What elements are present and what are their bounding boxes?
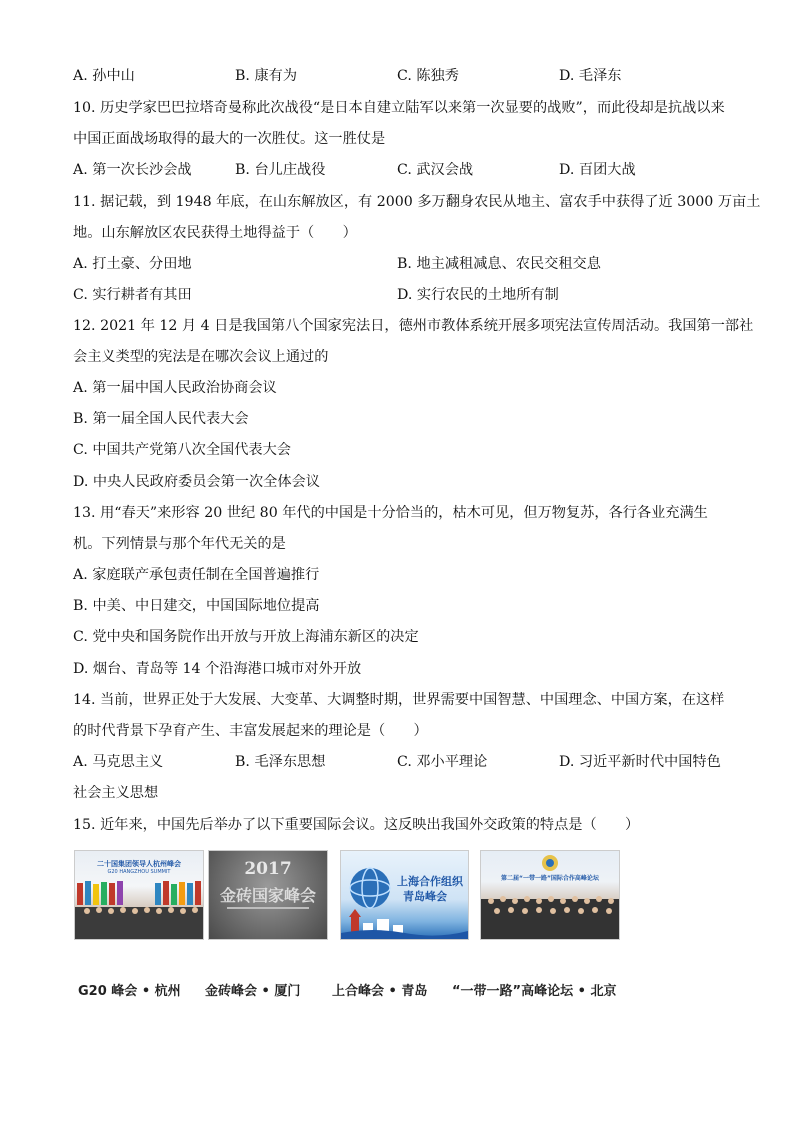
sco-poster-title1: 上海合作组织	[397, 875, 463, 888]
q14-stem-line1: 14. 当前，世界正处于大发展、大变革、大调整时期，世界需要中国智慧、中国理念、中国方案，在这样	[73, 692, 725, 708]
q12-stem-line1: 12. 2021 年 12 月 4 日是我国第八个国家宪法日，德州市教体系统开展多项宪法宣传周活动。我国第一部社	[73, 318, 754, 334]
caption-belt-road: “一带一路”高峰论坛 • 北京	[452, 984, 617, 999]
q13-stem-line1: 13. 用“春天”来形容 20 世纪 80 年代的中国是十分恰当的，枯木可见，但万物复苏，各行各业充满生	[73, 505, 708, 521]
q10-option-b: B. 台儿庄战役	[235, 162, 326, 178]
q9-option-a: A. 孙中山	[73, 68, 135, 84]
sco-summit-poster	[340, 850, 469, 940]
q12-option-d: D. 中央人民政府委员会第一次全体会议	[73, 474, 320, 490]
leaders-group-graphic	[481, 885, 619, 939]
q9-option-c: C. 陈独秀	[397, 68, 459, 84]
q13-option-b: B. 中美、中日建交，中国国际地位提高	[73, 598, 320, 614]
q14-option-a: A. 马克思主义	[73, 754, 164, 770]
q11-option-c: C. 实行耕者有其田	[73, 287, 192, 303]
q10-stem-line2: 中国正面战场取得的最大的一次胜仗。这一胜仗是	[73, 131, 386, 147]
q9-option-b: B. 康有为	[235, 68, 298, 84]
q12-option-a: A. 第一届中国人民政治协商会议	[73, 380, 277, 396]
caption-sco: 上合峰会 • 青岛	[332, 984, 428, 999]
q14-option-d: D. 习近平新时代中国特色	[559, 754, 721, 770]
q11-stem-line1: 11. 据记载，到 1948 年底，在山东解放区，有 2000 多万翻身农民从地主、富农手中获得了近 3000 万亩土	[73, 194, 761, 210]
forum-emblem-icon	[540, 853, 560, 873]
q13-option-d: D. 烟台、青岛等 14 个沿海港口城市对外开放	[73, 661, 362, 677]
brics-summit-photo	[208, 850, 328, 940]
g20-summit-photo	[74, 850, 204, 940]
flags-and-leaders-graphic	[75, 879, 203, 939]
caption-brics: 金砖峰会 • 厦门	[205, 984, 301, 999]
q14-stem-line2: 的时代背景下孕育产生、丰富发展起来的理论是（ ）	[73, 723, 428, 739]
q13-option-a: A. 家庭联产承包责任制在全国普遍推行	[73, 567, 320, 583]
q11-option-a: A. 打土豪、分田地	[73, 256, 192, 272]
sco-poster-title2: 青岛峰会	[403, 890, 447, 903]
q12-option-b: B. 第一届全国人民代表大会	[73, 411, 249, 427]
q12-option-c: C. 中国共产党第八次全国代表大会	[73, 442, 291, 458]
g20-photo-banner: 二十国集团领导人杭州峰会	[97, 860, 181, 868]
q10-option-d: D. 百团大战	[559, 162, 636, 178]
brics-photo-rule	[227, 907, 309, 909]
q13-stem-line2: 机。下列情景与那个年代无关的是	[73, 536, 286, 552]
q11-option-d: D. 实行农民的土地所有制	[397, 287, 559, 303]
q11-option-b: B. 地主减租减息、农民交租交息	[397, 256, 601, 272]
q9-option-d: D. 毛泽东	[559, 68, 622, 84]
q10-option-c: C. 武汉会战	[397, 162, 474, 178]
q10-option-a: A. 第一次长沙会战	[73, 162, 192, 178]
q14-option-b: B. 毛泽东思想	[235, 754, 326, 770]
caption-g20: G20 峰会 • 杭州	[78, 984, 181, 999]
belt-road-forum-photo	[480, 850, 620, 940]
brics-photo-title: 金砖国家峰会	[219, 886, 316, 905]
q14-option-c: C. 邓小平理论	[397, 754, 488, 770]
forum-photo-banner: 第二届“一带一路”国际合作高峰论坛	[501, 875, 599, 882]
q13-option-c: C. 党中央和国务院作出开放与开放上海浦东新区的决定	[73, 629, 419, 645]
g20-photo-sub: G20 HANGZHOU SUMMIT	[107, 869, 171, 875]
q15-stem-line1: 15. 近年来，中国先后举办了以下重要国际会议。这反映出我国外交政策的特点是（ ）	[73, 817, 640, 833]
qingdao-skyline-graphic	[341, 909, 468, 939]
brics-photo-year: 2017	[244, 859, 292, 879]
q11-stem-line2: 地。山东解放区农民获得土地得益于（ ）	[73, 225, 357, 241]
q14-option-d-continued: 社会主义思想	[73, 785, 159, 801]
globe-icon	[345, 863, 395, 913]
q10-stem-line1: 10. 历史学家巴巴拉塔奇曼称此次战役“是日本自建立陆军以来第一次显要的战败”，而此役却是抗战以来	[73, 100, 725, 116]
q12-stem-line2: 会主义类型的宪法是在哪次会议上通过的	[73, 349, 329, 365]
